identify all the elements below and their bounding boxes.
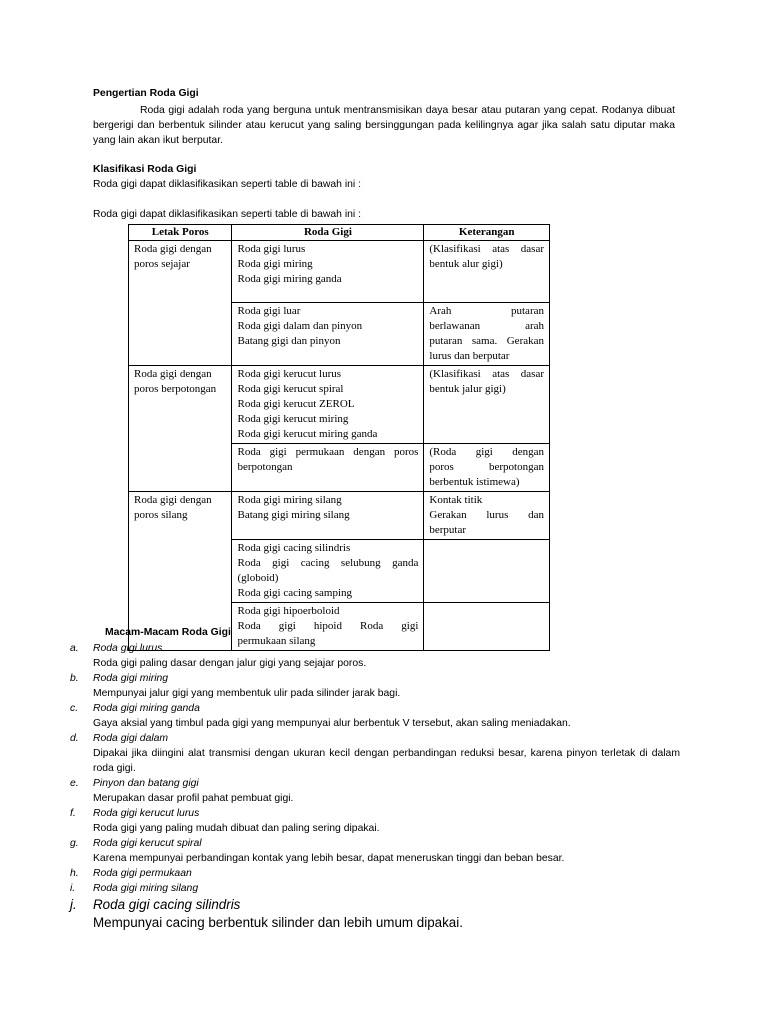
list-item: d. Roda gigi dalam [70,733,169,744]
header-keterangan: Keterangan [424,225,550,241]
list-item: c. Roda gigi miring ganda [70,703,200,714]
list-item-desc: Roda gigi paling dasar dengan jalur gigi yang sejajar poros. [93,658,367,669]
table-row [129,241,550,303]
list-item-desc: Gaya aksial yang timbul pada gigi yang mempunyai alur berbentuk V tersebut, akan saling meniadakan. [93,718,571,729]
list-item: a. Roda gigi lurus [70,643,163,654]
list-item-desc: Karena mempunyai perbandingan kontak yang lebih besar, dapat meneruskan tinggi dan beban besar. [93,853,565,864]
intro-line-1: Roda gigi dapat diklasifikasikan seperti table di bawah ini : [93,179,362,190]
list-item-desc: Mempunyai cacing berbentuk silinder dan lebih umum dipakai. [93,915,463,930]
cell-keterangan: (Klasifikasi atas dasar bentuk jalur gigi) [424,366,550,444]
header-letak-poros: Letak Poros [129,225,232,241]
list-item: h. Roda gigi permukaan [70,868,192,879]
table-row [129,366,550,444]
gear-types-list [70,641,680,932]
cell-poros: Roda gigi dengan poros berpotongan [129,366,232,492]
list-item-desc: Roda gigi yang paling mudah dibuat dan paling sering dipakai. [93,823,380,834]
paragraph-pengertian: Roda gigi adalah roda yang berguna untuk mentransmisikan daya besar atau putaran yang cepat. Rodanya dibuat bergerigi dan berbentuk silinder atau kerucut yang saling bersinggungan pada kelilingnya agar jika salah satu diputar maka yang lain akan ikut berputar. [93,105,675,146]
cell-poros: Roda gigi dengan poros silang [129,492,232,651]
heading-pengertian: Pengertian Roda Gigi [93,88,199,99]
list-item: g. Roda gigi kerucut spiral [70,838,202,849]
heading-klasifikasi: Klasifikasi Roda Gigi [93,164,197,175]
heading-macam: Macam-Macam Roda Gigi [105,627,231,638]
cell-gigi: Roda gigi kerucut lurus Roda gigi kerucut spiral Roda gigi kerucut ZEROL Roda gigi kerucut miring Roda gigi kerucut miring ganda [232,366,424,444]
header-roda-gigi: Roda Gigi [232,225,424,241]
list-item: e. Pinyon dan batang gigi [70,778,199,789]
list-item-desc: Dipakai jika diingini alat transmisi dengan ukuran kecil dengan perbandingan reduksi besar, karena pinyon terletak di dalam roda gigi. [93,748,680,774]
cell-gigi: Roda gigi permukaan dengan poros berpotongan [232,444,424,492]
cell-gigi: Roda gigi miring silang Batang gigi miring silang [232,492,424,540]
cell-gigi: Roda gigi hipoerboloid Roda gigi hipoid Roda gigi permukaan silang [232,603,424,651]
cell-keterangan-empty [424,540,550,603]
table-header-row [129,225,550,241]
list-item: j. Roda gigi cacing silindris [70,897,241,912]
cell-keterangan: (Roda gigi dengan poros berpotongan berbentuk istimewa) [424,444,550,492]
cell-gigi: Roda gigi luar Roda gigi dalam dan pinyon Batang gigi dan pinyon [232,303,424,366]
list-item-desc: Mempunyai jalur gigi yang membentuk ulir pada silinder jarak bagi. [93,688,401,699]
cell-keterangan: (Klasifikasi atas dasar bentuk alur gigi) [424,241,550,303]
cell-poros: Roda gigi dengan poros sejajar [129,241,232,366]
list-item-desc: Merupakan dasar profil pahat pembuat gigi. [93,793,294,804]
classification-table [128,224,550,651]
list-item: f. Roda gigi kerucut lurus [70,808,200,819]
cell-keterangan: Arah putaran berlawanan arah putaran sama. Gerakan lurus dan berputar [424,303,550,366]
list-item: i. Roda gigi miring silang [70,883,199,894]
cell-keterangan: Kontak titik Gerakan lurus dan berputar [424,492,550,540]
cell-gigi: Roda gigi lurus Roda gigi miring Roda gigi miring ganda [232,241,424,303]
list-item: b. Roda gigi miring [70,673,169,684]
table-row [129,492,550,540]
cell-gigi: Roda gigi cacing silindris Roda gigi cacing selubung ganda (globoid) Roda gigi cacing samping [232,540,424,603]
intro-line-2: Roda gigi dapat diklasifikasikan seperti table di bawah ini : [93,209,362,220]
